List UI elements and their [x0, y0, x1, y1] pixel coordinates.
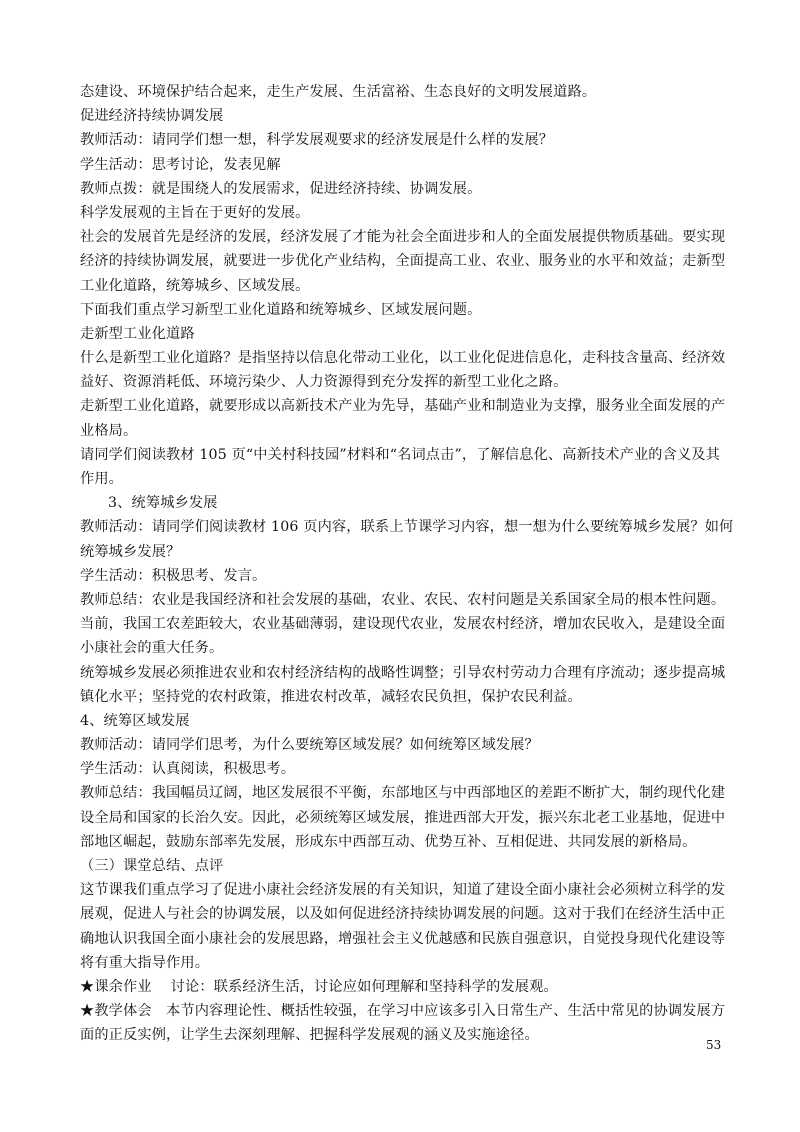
text-line: 面的正反实例，让学生去深刻理解、把握科学发展观的涵义及实施途径。 [80, 1027, 539, 1044]
text-line: 科学发展观的主旨在于更好的发展。 [80, 204, 310, 221]
text-line: 统筹城乡发展？ [80, 543, 181, 560]
text-line: 教师活动：请同学们阅读教材 106 页内容，联系上节课学习内容，想一想为什么要统筹城乡发展？如何 [80, 519, 734, 536]
text-line: 什么是新型工业化道路？是指坚持以信息化带动工业化，以工业化促进信息化，走科技含量高、经济效 [80, 350, 726, 367]
text-line: 教师总结：我国幅员辽阔，地区发展很不平衡，东部地区与中西部地区的差距不断扩大，制约现代化建 [80, 785, 726, 802]
text-line: 社会的发展首先是经济的发展，经济发展了才能为社会全面进步和人的全面发展提供物质基础。要实现 [80, 229, 726, 246]
section-heading: 3、统筹城乡发展 [108, 495, 218, 512]
text-line: 教师活动：请同学们思考，为什么要统筹区域发展？如何统筹区域发展？ [80, 737, 539, 754]
text-line: 设全局和国家的长治久安。因此，必须统筹区域发展，推进西部大开发，振兴东北老工业基地，促进中 [80, 809, 726, 826]
text-line: 学生活动：认真阅读，积极思考。 [80, 761, 296, 778]
text-line: 益好、资源消耗低、环境污染少、人力资源得到充分发挥的新型工业化之路。 [80, 374, 568, 391]
text-line: 请同学们阅读教材 105 页“中关村科技园”材料和“名词点击”，了解信息化、高新技术产业的含义及其 [80, 446, 720, 463]
text-line: 学生活动：积极思考、发言。 [80, 567, 267, 584]
text-line: 教师总结：农业是我国经济和社会发展的基础，农业、农民、农村问题是关系国家全局的根本性问题。 [80, 591, 726, 608]
text-line: 确地认识我国全面小康社会的发展思路，增强社会主义优越感和民族自强意识，自觉投身现代化建设等 [80, 930, 726, 947]
page-number: 53 [706, 1038, 722, 1052]
text-line: 教师点拨：就是围绕人的发展需求，促进经济持续、协调发展。 [80, 180, 482, 197]
text-line: 走新型工业化道路，就要形成以高新技术产业为先导，基础产业和制造业为支撑，服务业全面发展的产 [80, 398, 726, 415]
text-line: 学生活动：思考讨论，发表见解 [80, 156, 281, 173]
section-heading: 4、统筹区域发展 [80, 712, 190, 729]
text-line: 态建设、环境保护结合起来，走生产发展、生活富裕、生态良好的文明发展道路。 [80, 84, 597, 100]
text-line: ★课余作业 讨论：联系经济生活，讨论应如何理解和坚持科学的发展观。 [80, 978, 558, 995]
text-line: 经济的持续协调发展，就要进一步优化产业结构，全面提高工业、农业、服务业的水平和效益；走新型 [80, 253, 726, 270]
text-line: 将有重大指导作用。 [80, 954, 210, 971]
text-line: 业格局。 [80, 422, 138, 439]
text-line: 教师活动：请同学们想一想，科学发展观要求的经济发展是什么样的发展？ [80, 132, 554, 149]
text-line: 统筹城乡发展必须推进农业和农村经济结构的战略性调整；引导农村劳动力合理有序流动；逐步提高城 [80, 664, 726, 681]
text-line: 镇化水平；坚持党的农村政策，推进农村改革，减轻农民负担，保护农民利益。 [80, 688, 582, 705]
section-heading: （三）课堂总结、点评 [80, 858, 224, 874]
text-line: 部地区崛起，鼓励东部率先发展，形成东中西部互动、优势互补、互相促进、共同发展的新格局。 [80, 833, 697, 850]
text-line: 工业化道路，统筹城乡、区域发展。 [80, 277, 310, 294]
text-line: 这节课我们重点学习了促进小康社会经济发展的有关知识，知道了建设全面小康社会必须树立科学的发 [80, 882, 726, 899]
text-line: 展观，促进人与社会的协调发展，以及如何促进经济持续协调发展的问题。这对于我们在经济生活中正 [80, 906, 726, 923]
section-heading: 促进经济持续协调发展 [80, 108, 224, 125]
document-body [80, 80, 734, 1048]
text-line: 小康社会的重大任务。 [80, 640, 224, 657]
text-line: 当前，我国工农差距较大，农业基础薄弱，建设现代农业，发展农村经济，增加农民收入，是建设全面 [80, 616, 726, 633]
text-line: 下面我们重点学习新型工业化道路和统筹城乡、区域发展问题。 [80, 301, 482, 318]
text-line: 作用。 [80, 471, 124, 487]
section-heading: 走新型工业化道路 [80, 325, 195, 342]
text-line: ★教学体会 本节内容理论性、概括性较强，在学习中应该多引入日常生产、生活中常见的协调发展方 [80, 1003, 726, 1020]
